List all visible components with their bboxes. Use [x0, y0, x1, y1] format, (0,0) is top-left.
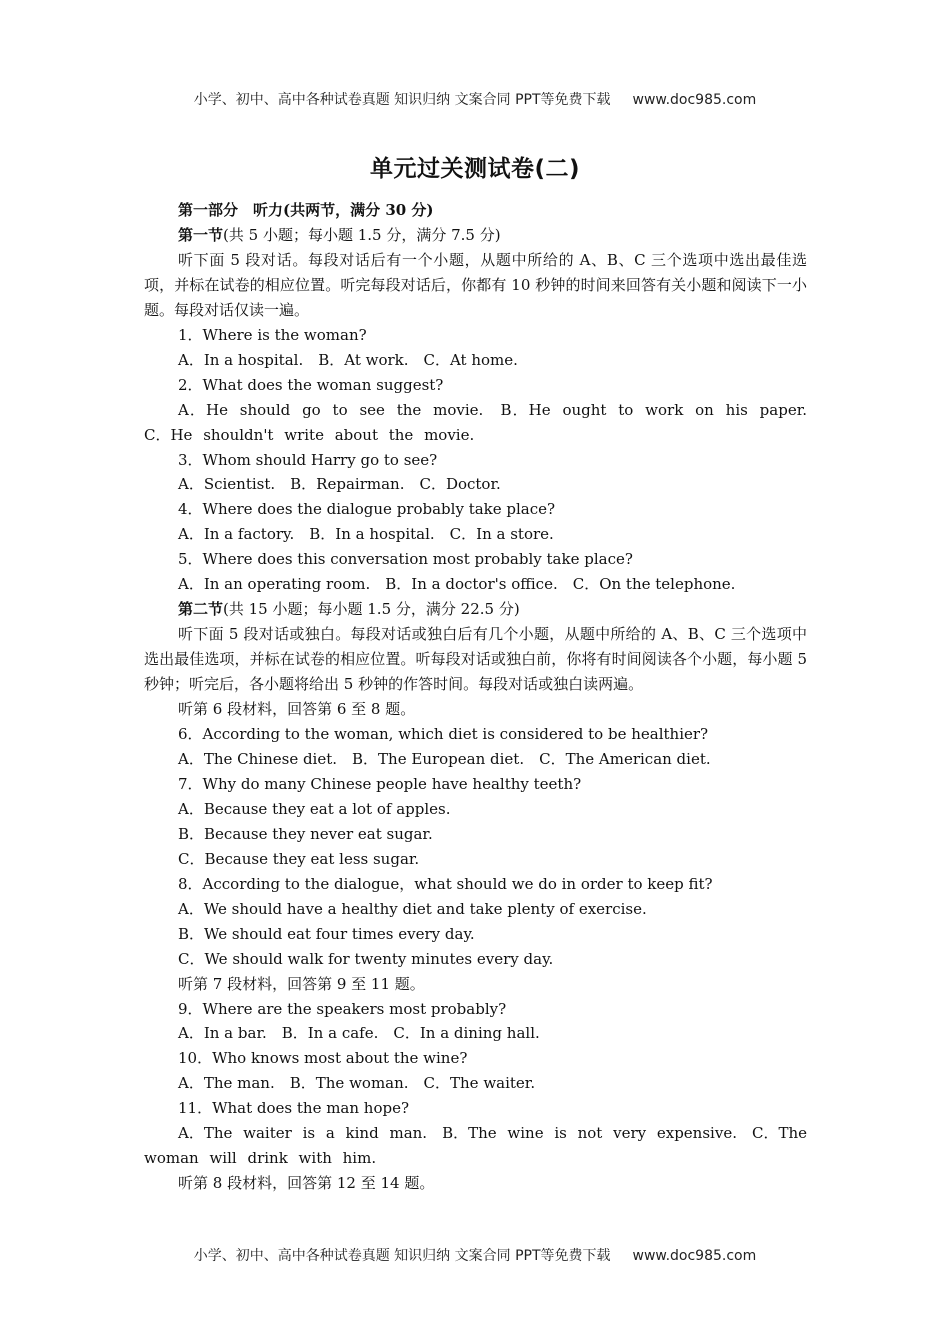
question-8: 8．According to the dialogue，what should we do in order to keep fit?: [178, 874, 713, 893]
question-2: 2．What does the woman suggest?: [178, 375, 444, 394]
question-9-options: A．In a bar. B．In a cafe. C．In a dining hall.: [178, 1024, 540, 1043]
section1-label: 第一节: [178, 225, 224, 244]
question-8-option-a: A．We should have a healthy diet and take plenty of exercise.: [178, 899, 647, 918]
question-4-options: A．In a factory. B．In a hospital. C．In a store.: [178, 525, 554, 544]
question-10-options: A．The man. B．The woman. C．The waiter.: [178, 1074, 536, 1093]
question-1: 1．Where is the woman?: [178, 325, 367, 344]
part1-heading: 第一部分 听力(共两节，满分 30 分): [178, 201, 434, 219]
question-3: 3．Whom should Harry go to see?: [178, 450, 438, 469]
question-4: 4．Where does the dialogue probably take place?: [178, 500, 556, 519]
question-3-options: A．Scientist. B．Repairman. C．Doctor.: [178, 475, 501, 494]
banner-url[interactable]: www.doc985.com: [632, 92, 757, 108]
section2-instructions: 听下面 5 段对话或独白。每段对话或独白后有几个小题，从题中所给的 A、B、C 三个选项中选出最佳选项，并标在试卷的相应位置。听每段对话或独白前，你将有时间阅读各个小题，每小题 5 秒钟；听完后，各小题将给出 5 秒钟的作答时间。每段对话或独白读两遍。: [144, 625, 807, 694]
question-7-option-b: B．Because they never eat sugar.: [178, 824, 433, 843]
section1-heading: [144, 223, 807, 248]
question-7-option-c: C．Because they eat less sugar.: [178, 849, 420, 868]
section1-instructions: 听下面 5 段对话。每段对话后有一个小题，从题中所给的 A、B、C 三个选项中选出最佳选项，并标在试卷的相应位置。听完每段对话后，你都有 10 秒钟的时间来回答有关小题和阅读下一小题。每段对话仅读一遍。: [144, 250, 807, 319]
section1-rest: (共 5 小题；每小题 1.5 分，满分 7.5 分): [223, 225, 501, 244]
section2-heading: [144, 597, 807, 622]
question-9: 9．Where are the speakers most probably?: [178, 999, 507, 1018]
header-banner: [0, 89, 950, 109]
material-6-note: 听第 6 段材料，回答第 6 至 8 题。: [178, 700, 416, 719]
banner-text: 小学、初中、高中各种试卷真题 知识归纳 文案合同 PPT等免费下载: [193, 92, 611, 108]
material-7-note: 听第 7 段材料，回答第 9 至 11 题。: [178, 974, 425, 993]
question-5-options: A．In an operating room. B．In a doctor's office. C．On the telephone.: [178, 575, 736, 594]
document-body: [144, 198, 823, 1196]
question-7: 7．Why do many Chinese people have healthy teeth?: [178, 774, 582, 793]
question-10: 10．Who knows most about the wine?: [178, 1049, 468, 1068]
section2-label: 第二节: [178, 600, 224, 619]
section2-rest: (共 15 小题；每小题 1.5 分，满分 22.5 分): [223, 600, 520, 619]
page-title: 单元过关测试卷(二): [369, 156, 581, 182]
banner-url[interactable]: www.doc985.com: [632, 1248, 757, 1264]
question-1-options: A．In a hospital. B．At work. C．At home.: [178, 350, 518, 369]
question-2-options: A．He should go to see the movie. B．He ought to work on his paper. C．He shouldn't write about the movie.: [144, 400, 823, 444]
question-5: 5．Where does this conversation most probably take place?: [178, 550, 633, 569]
question-8-option-b: B．We should eat four times every day.: [178, 924, 475, 943]
question-8-option-c: C．We should walk for twenty minutes every day.: [178, 949, 554, 968]
question-11-options: A．The waiter is a kind man. B．The wine is not very expensive. C．The woman will drink with him.: [144, 1124, 807, 1168]
footer-banner: [0, 1245, 950, 1265]
banner-text: 小学、初中、高中各种试卷真题 知识归纳 文案合同 PPT等免费下载: [193, 1248, 611, 1264]
question-11: 11．What does the man hope?: [178, 1099, 410, 1118]
question-7-option-a: A．Because they eat a lot of apples.: [178, 799, 451, 818]
question-6-options: A．The Chinese diet. B．The European diet. C．The American diet.: [178, 749, 711, 768]
question-6: 6．According to the woman, which diet is considered to be healthier?: [178, 725, 709, 744]
material-8-note: 听第 8 段材料，回答第 12 至 14 题。: [178, 1174, 435, 1193]
